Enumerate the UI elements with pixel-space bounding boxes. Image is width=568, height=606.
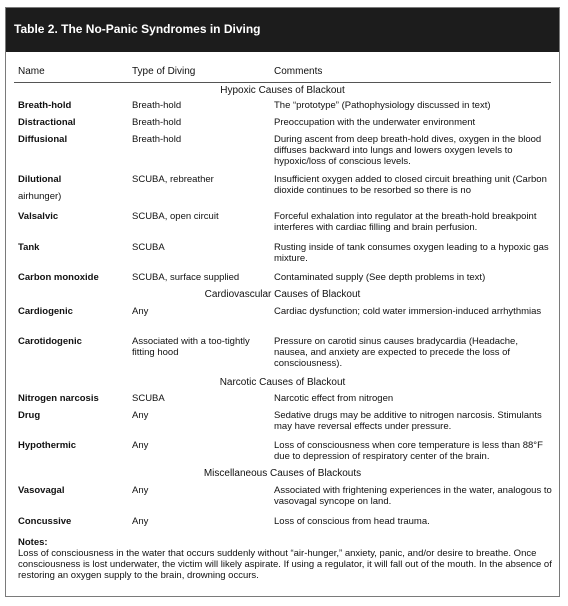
row-comments: Preoccupation with the underwater environment bbox=[274, 117, 476, 128]
header-name: Name bbox=[18, 66, 45, 77]
row-name: Cardiogenic bbox=[18, 306, 73, 317]
row-comments: Rusting inside of tank consumes oxygen leading to a hypoxic gas mixture. bbox=[274, 242, 549, 264]
table-title: Table 2. The No-Panic Syndromes in Diving bbox=[14, 22, 261, 36]
row-name: Tank bbox=[18, 242, 40, 253]
row-comments: Pressure on carotid sinus causes bradycardia (Headache, nausea, and anxiety are expected to precede the loss of consciousness). bbox=[274, 336, 518, 369]
section-miscellaneous: Miscellaneous Causes of Blackouts bbox=[203, 468, 362, 479]
row-comments: Contaminated supply (See depth problems in text) bbox=[274, 272, 486, 283]
row-name: Breath-hold bbox=[18, 100, 72, 111]
header-type: Type of Diving bbox=[132, 66, 196, 77]
row-comments: Insufficient oxygen added to closed circuit breathing unit (Carbon dioxide continues to be resorbed so there is no bbox=[274, 174, 547, 196]
row-comments: The “prototype” (Pathophysiology discussed in text) bbox=[274, 100, 491, 111]
row-comments: Associated with frightening experiences in the water, analogous to vasovagal syncope on land. bbox=[274, 485, 552, 507]
section-narcotic: Narcotic Causes of Blackout bbox=[219, 377, 346, 388]
row-name: Valsalvic bbox=[18, 211, 59, 222]
row-name: Hypothermic bbox=[18, 440, 77, 451]
row-name: Dilutional bbox=[18, 174, 62, 185]
table-container bbox=[5, 7, 560, 597]
row-comments: Cardiac dysfunction; cold water immersion-induced arrhythmias bbox=[274, 306, 542, 317]
row-type: Any bbox=[132, 410, 149, 421]
notes-text: Loss of consciousness in the water that occurs suddenly without “air-hunger,” anxiety, panic, and/or desire to breathe. Once consciousness is lost underwater, the victim will likely aspirate. If using a regulator, it will fall out of the mouth. In the absence of restoring an oxygen supply to the brain, drowning occurs. bbox=[18, 548, 552, 581]
row-name: Drug bbox=[18, 410, 41, 421]
row-type: Any bbox=[132, 485, 149, 496]
row-name: Concussive bbox=[18, 516, 72, 527]
row-type: SCUBA, open circuit bbox=[132, 211, 219, 222]
row-name-continued: airhunger) bbox=[18, 191, 62, 202]
row-type: Breath-hold bbox=[132, 100, 182, 111]
row-type: SCUBA, surface supplied bbox=[132, 272, 240, 283]
notes bbox=[18, 537, 554, 581]
section-cardiovascular: Cardiovascular Causes of Blackout bbox=[204, 289, 361, 300]
row-name: Carbon monoxide bbox=[18, 272, 99, 283]
row-name: Diffusional bbox=[18, 134, 68, 145]
row-name: Vasovagal bbox=[18, 485, 65, 496]
row-comments: Loss of conscious from head trauma. bbox=[274, 516, 430, 527]
row-type: Any bbox=[132, 516, 149, 527]
header-divider bbox=[14, 82, 551, 83]
row-type: SCUBA, rebreather bbox=[132, 174, 214, 185]
header-comments: Comments bbox=[274, 66, 323, 77]
notes-title: Notes: bbox=[18, 537, 48, 548]
row-type: Associated with a too-tightly fitting hood bbox=[132, 336, 250, 358]
row-name: Distractional bbox=[18, 117, 76, 128]
table-title-bar bbox=[6, 8, 559, 52]
row-name: Nitrogen narcosis bbox=[18, 393, 99, 404]
row-comments: Sedative drugs may be additive to nitrogen narcosis. Stimulants may have reversal effects under pressure. bbox=[274, 410, 542, 432]
row-comments: Narcotic effect from nitrogen bbox=[274, 393, 394, 404]
row-type: SCUBA bbox=[132, 242, 165, 253]
row-type: SCUBA bbox=[132, 393, 165, 404]
row-comments: During ascent from deep breath-hold dives, oxygen in the blood diffuses backward into lungs and lowers oxygen levels to hypoxic/loss of conscious levels. bbox=[274, 134, 542, 167]
row-type: Breath-hold bbox=[132, 134, 182, 145]
row-type: Breath-hold bbox=[132, 117, 182, 128]
section-hypoxic: Hypoxic Causes of Blackout bbox=[220, 85, 345, 96]
row-name: Carotidogenic bbox=[18, 336, 82, 347]
row-comments: Loss of consciousness when core temperature is less than 88°F due to depression of respiratory center of the brain. bbox=[274, 440, 543, 462]
row-type: Any bbox=[132, 306, 149, 317]
row-type: Any bbox=[132, 440, 149, 451]
row-comments: Forceful exhalation into regulator at the breath-hold breakpoint interferes with cardiac filling and brain perfusion. bbox=[274, 211, 537, 233]
